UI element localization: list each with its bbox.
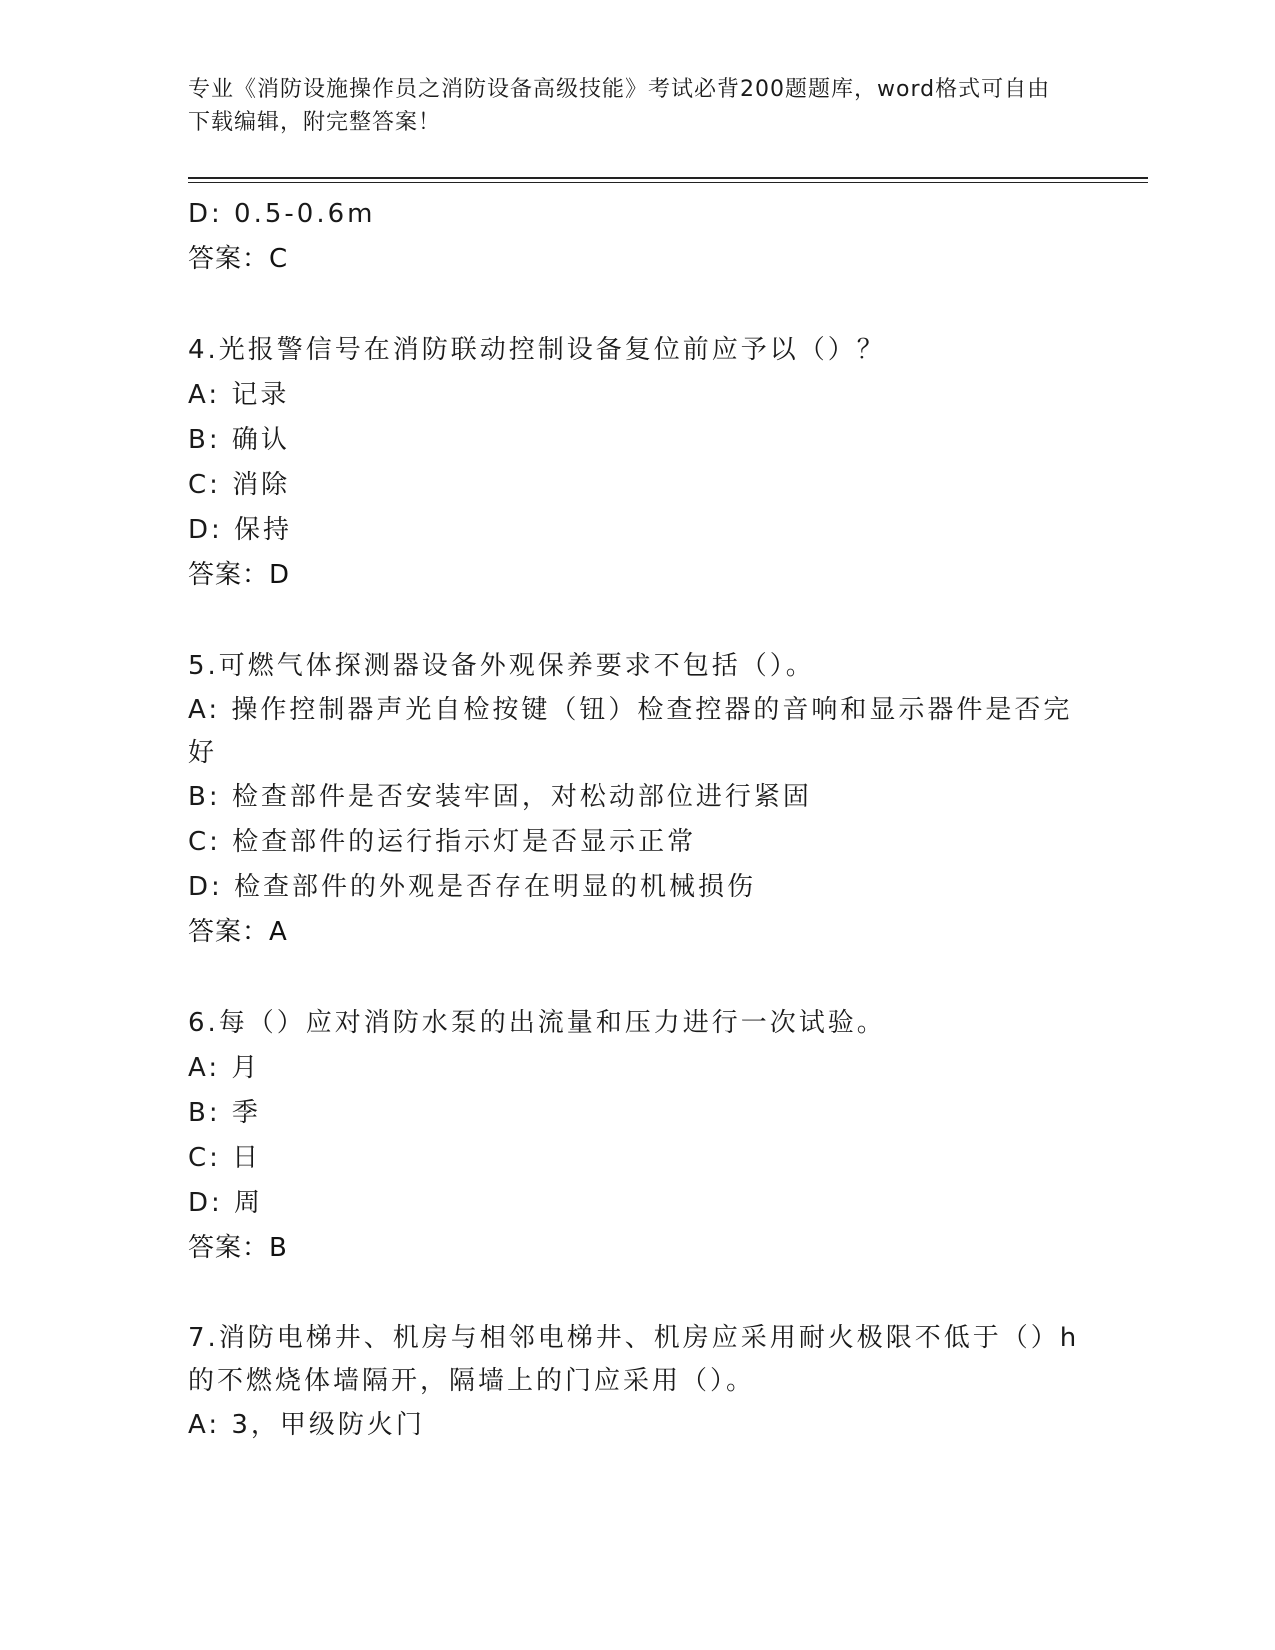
answer-line: 答案：D <box>188 560 291 590</box>
option-a: A: 3，甲级防火门 <box>188 1410 425 1440</box>
header-divider-thick <box>188 177 1148 179</box>
question-4 <box>188 328 1088 598</box>
question-7 <box>188 1317 1088 1448</box>
question-text: 5.可燃气体探测器设备外观保养要求不包括（）。 <box>188 651 815 681</box>
header-divider-thin <box>188 182 1148 183</box>
option-c: C: 检查部件的运行指示灯是否显示正常 <box>188 827 697 857</box>
option-b: B: 检查部件是否安装牢固，对松动部位进行紧固 <box>188 782 812 812</box>
question-list <box>188 192 1088 1448</box>
answer-line: 答案：B <box>188 1233 288 1263</box>
question-text: 4.光报警信号在消防联动控制设备复位前应予以（）？ <box>188 335 886 365</box>
document-header: 专业《消防设施操作员之消防设备高级技能》考试必背200题题库，word格式可自由下载编辑，附完整答案！ <box>188 77 1051 135</box>
option-c: C: 消除 <box>188 470 291 500</box>
option-d: D: 周 <box>188 1188 264 1218</box>
option-d: D: 检查部件的外观是否存在明显的机械损伤 <box>188 872 757 902</box>
question-text: 7.消防电梯井、机房与相邻电梯井、机房应采用耐火极限不低于（）h的不燃烧体墙隔开，隔墙上的门应采用（）。 <box>188 1323 1080 1396</box>
question-6 <box>188 1001 1088 1271</box>
spacer <box>188 1271 1088 1317</box>
spacer <box>188 955 1088 1001</box>
spacer <box>188 282 1088 328</box>
question-5 <box>188 644 1088 955</box>
option-d: D: 0.5-0.6m <box>188 199 376 229</box>
option-a: A: 记录 <box>188 380 290 410</box>
option-a: A: 操作控制器声光自检按键（钮）检查控器的音响和显示器件是否完好 <box>188 695 1073 768</box>
answer-line: 答案：C <box>188 244 289 274</box>
question-3-tail <box>188 192 1088 282</box>
option-c: C: 日 <box>188 1143 262 1173</box>
option-b: B: 确认 <box>188 425 290 455</box>
spacer <box>188 598 1088 644</box>
option-a: A: 月 <box>188 1053 261 1083</box>
question-text: 6.每（）应对消防水泵的出流量和压力进行一次试验。 <box>188 1008 886 1038</box>
option-b: B: 季 <box>188 1098 261 1128</box>
option-d: D: 保持 <box>188 515 293 545</box>
answer-line: 答案：A <box>188 917 288 947</box>
